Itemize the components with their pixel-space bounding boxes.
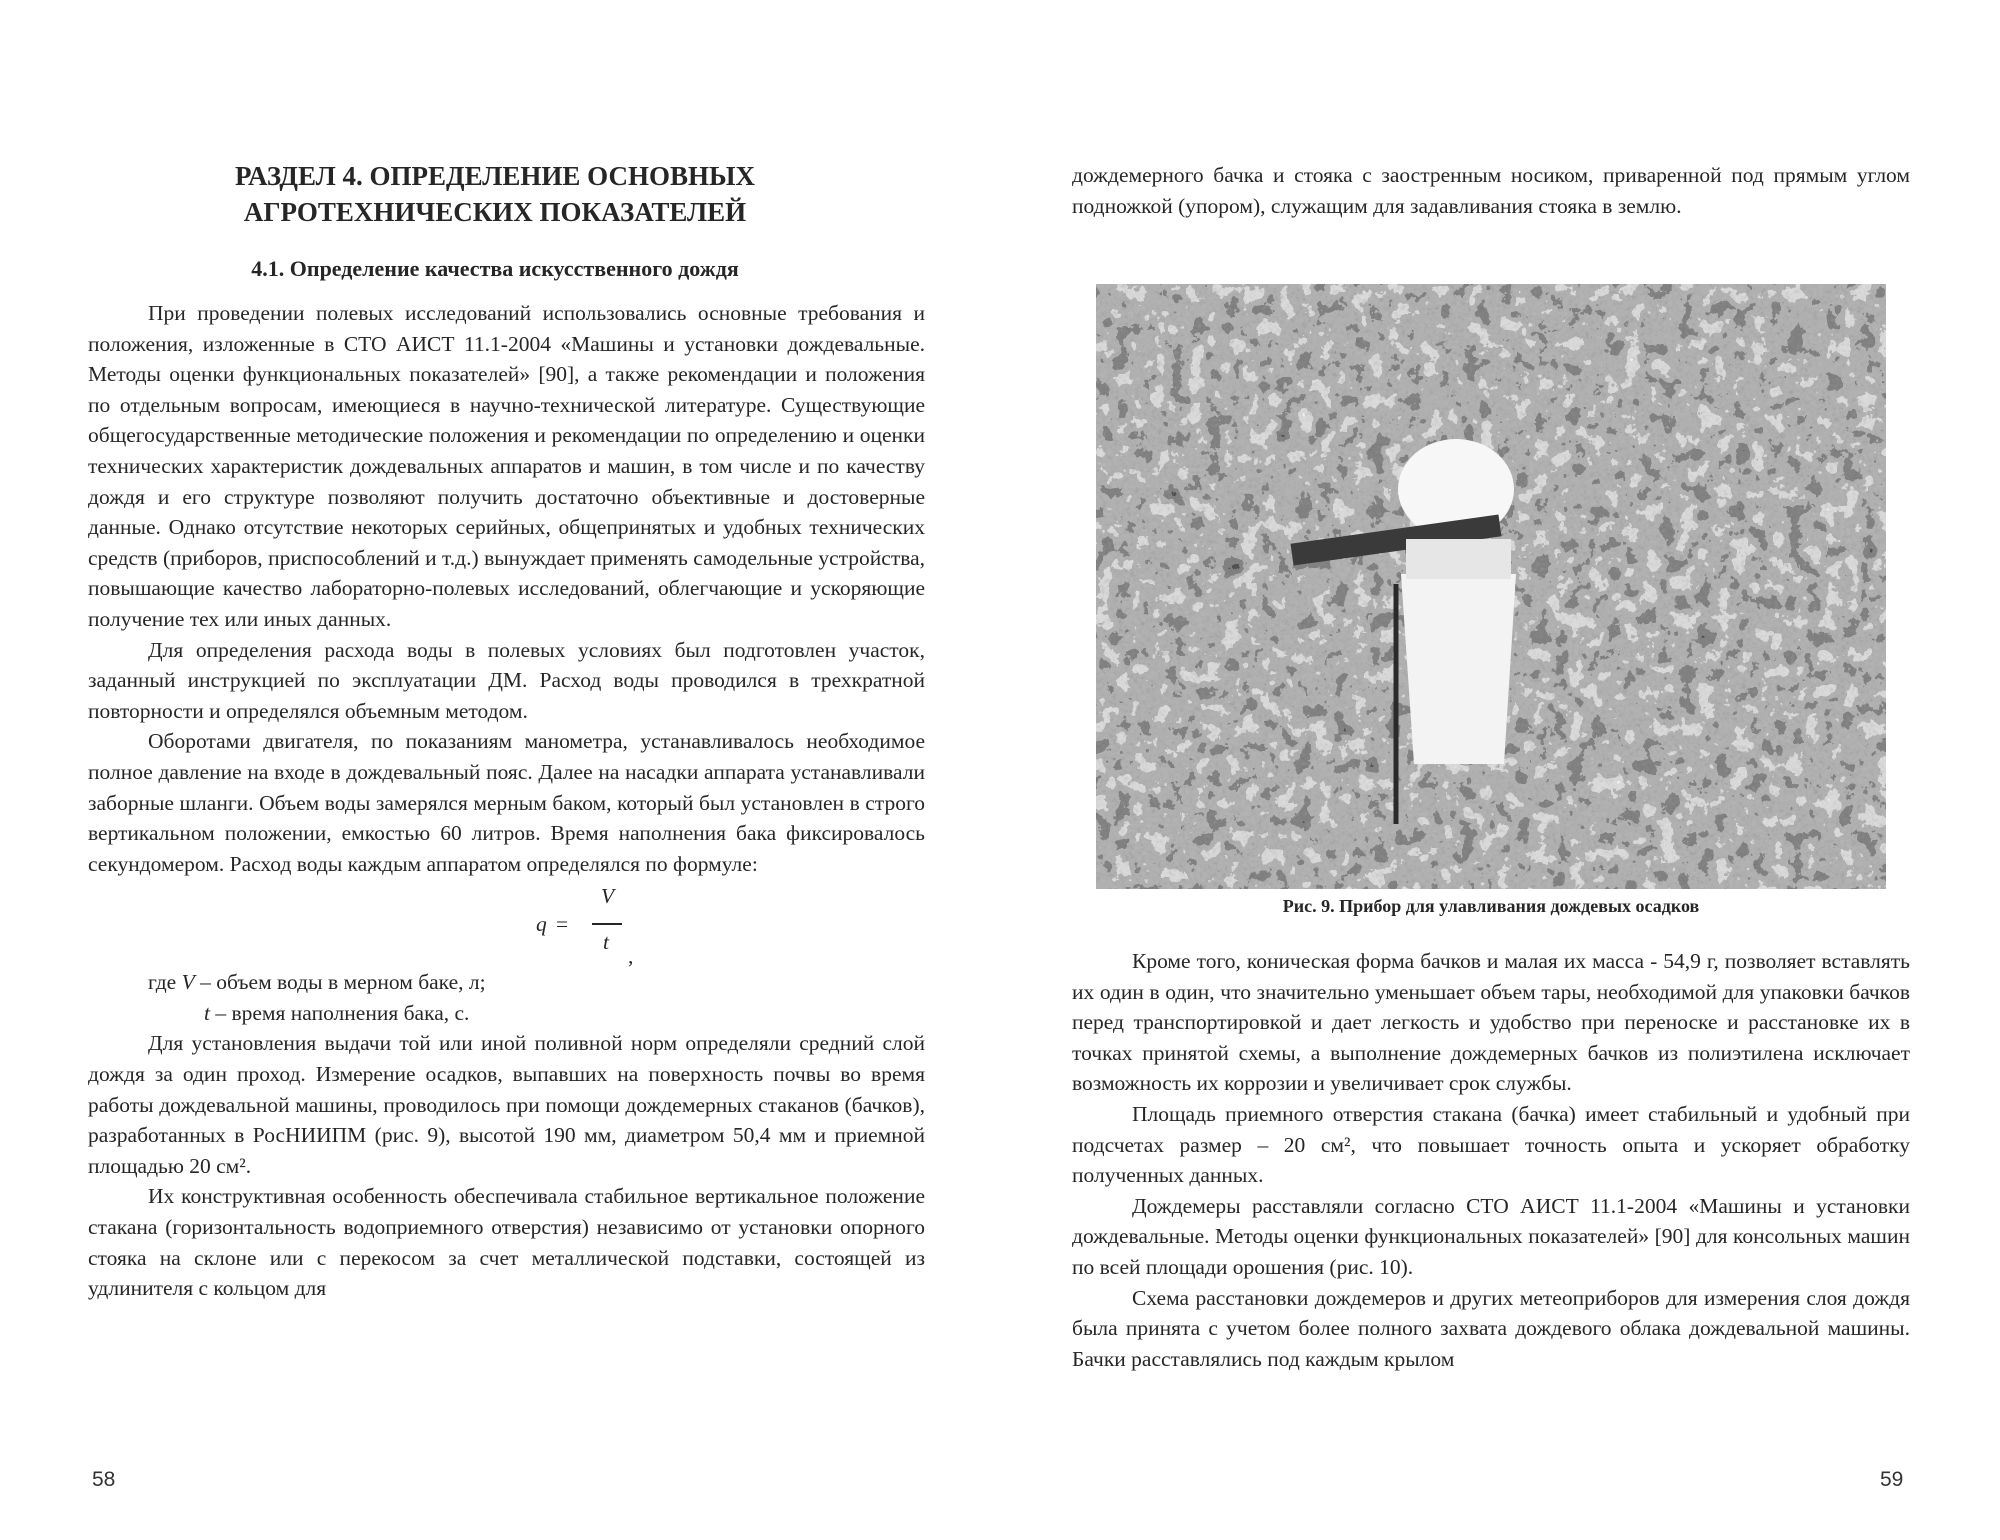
paragraph: Для определения расхода воды в полевых условиях был подготовлен участок, заданный инструкцией по эксплуатации ДМ. Расход воды проводился в трехкратной повторности и определялся объемным методом.	[88, 637, 925, 723]
paragraph: При проведении полевых исследований использовались основные требования и положения, изложенные в СТО АИСТ 11.1-2004 «Машины и установки дождевальные. Методы оценки функциональных показателей» [90], а также рекомендации и положения по отдельным вопросам, имеющиеся в научно-технической литературе. Существующие общегосударственные методические положения и рекомендации по определению и оценки технических характеристик дождевальных аппаратов и машин, в том числе и по качеству дождя и его структуре позволяют получить достаточно объективные и достоверные данные. Однако отсутствие некоторых серийных, общепринятых и удобных технических средств (приборов, приспособлений и т.д.) вынуждает применять самодельные устройства, повышающие качество лабораторно-полевых исследований, облегчающие и ускоряющие получение тех или иных данных.	[88, 301, 925, 631]
paragraph: Дождемеры расставляли согласно СТО АИСТ 11.1-2004 «Машины и установки дождевальные. Методы оценки функциональных показателей» [90] для консольных машин по всей площади орошения (рис. 10).	[1072, 1193, 1910, 1279]
where-prefix: где	[148, 970, 182, 995]
symbol-v: V	[181, 970, 195, 995]
gauge-cup	[1401, 574, 1516, 764]
symbol-t: t	[204, 1000, 210, 1025]
paragraph: Кроме того, коническая форма бачков и малая их масса - 54,9 г, позволяет вставлять их один в один, что значительно уменьшает объем тары, необходимой для упаковки бачков перед транспортировкой и дает легкость и удобство при переноске и расстановке их в точках принятой схемы, а выполнение дождемерных бачков из полиэтилена исключает возможность их коррозии и увеличивает срок службы.	[1072, 949, 1910, 1096]
where-line-t	[88, 998, 925, 1029]
flow-rate-formula	[88, 879, 925, 967]
paragraph: Для установления выдачи той или иной поливной норм определяли средний слой дождя за один проход. Измерение осадков, выпавших на поверхность почвы во время работы дождевальной машины, проводилось при помощи дождемерных стаканов (бачков), разработанных в РосНИИПМ (рис. 9), высотой 190 мм, диаметром 50,4 мм и приемной площадью 20 см².	[88, 1031, 925, 1178]
page-number-left: 58	[92, 1468, 116, 1491]
right-page	[1000, 0, 2000, 1540]
right-top-text	[1072, 160, 1910, 221]
page-number-right: 59	[1880, 1468, 1904, 1491]
section-title: РАЗДЕЛ 4. ОПРЕДЕЛЕНИЕ ОСНОВНЫХ АГРОТЕХНИЧЕСКИХ ПОКАЗАТЕЛЕЙ	[234, 161, 756, 227]
formula-denominator: t	[603, 930, 609, 955]
figure-caption: Рис. 9. Прибор для улавливания дождевых осадков	[1282, 896, 1700, 916]
formula-equals: =	[556, 912, 569, 937]
where-text-t: – время наполнения бака, с.	[209, 1000, 470, 1025]
paragraph: Схема расстановки дождемеров и других метеоприборов для измерения слоя дождя была принята с учетом более полного захвата дождевого облака дождевальной машины. Бачки расставлялись под каждым крылом	[1072, 1285, 1910, 1371]
rain-gauge-photo	[1096, 284, 1886, 889]
fraction-bar	[592, 923, 622, 925]
gauge-ring	[1406, 539, 1511, 579]
formula-numerator: V	[601, 884, 615, 909]
subsection-title: 4.1. Определение качества искусственного дождя	[251, 256, 739, 281]
formula-lhs: q	[536, 912, 547, 937]
paragraph: Их конструктивная особенность обеспечивала стабильное вертикальное положение стакана (горизонтальность водоприемного отверстия) независимо от установки опорного стояка на склоне или с перекосом за счет металлической подставки, состоящей из удлинителя с кольцом для	[88, 1184, 925, 1301]
right-body-text	[1072, 946, 1910, 1374]
formula-comma: ,	[628, 944, 634, 969]
where-line-v	[88, 967, 925, 998]
where-text-v: – объем воды в мерном баке, л;	[194, 970, 486, 995]
paragraph: дождемерного бачка и стояка с заостренным носиком, приваренной под прямым углом подножкой (упором), служащим для задавливания стояка в землю.	[1072, 163, 1910, 218]
left-body-text	[88, 298, 925, 1304]
paragraph: Оборотами двигателя, по показаниям манометра, устанавливалось необходимое полное давление на входе в дождевальный пояс. Далее на насадки аппарата устанавливали заборные шланги. Объем воды замерялся мерным баком, который был установлен в строго вертикальном положении, емкостью 60 литров. Время наполнения бака фиксировалось секундомером. Расход воды каждым аппаратом определялся по формуле:	[88, 729, 925, 876]
paragraph: Площадь приемного отверстия стакана (бачка) имеет стабильный и удобный при подсчетах размер – 20 см², что повышает точность опыта и ускоряет обработку полученных данных.	[1072, 1101, 1910, 1188]
